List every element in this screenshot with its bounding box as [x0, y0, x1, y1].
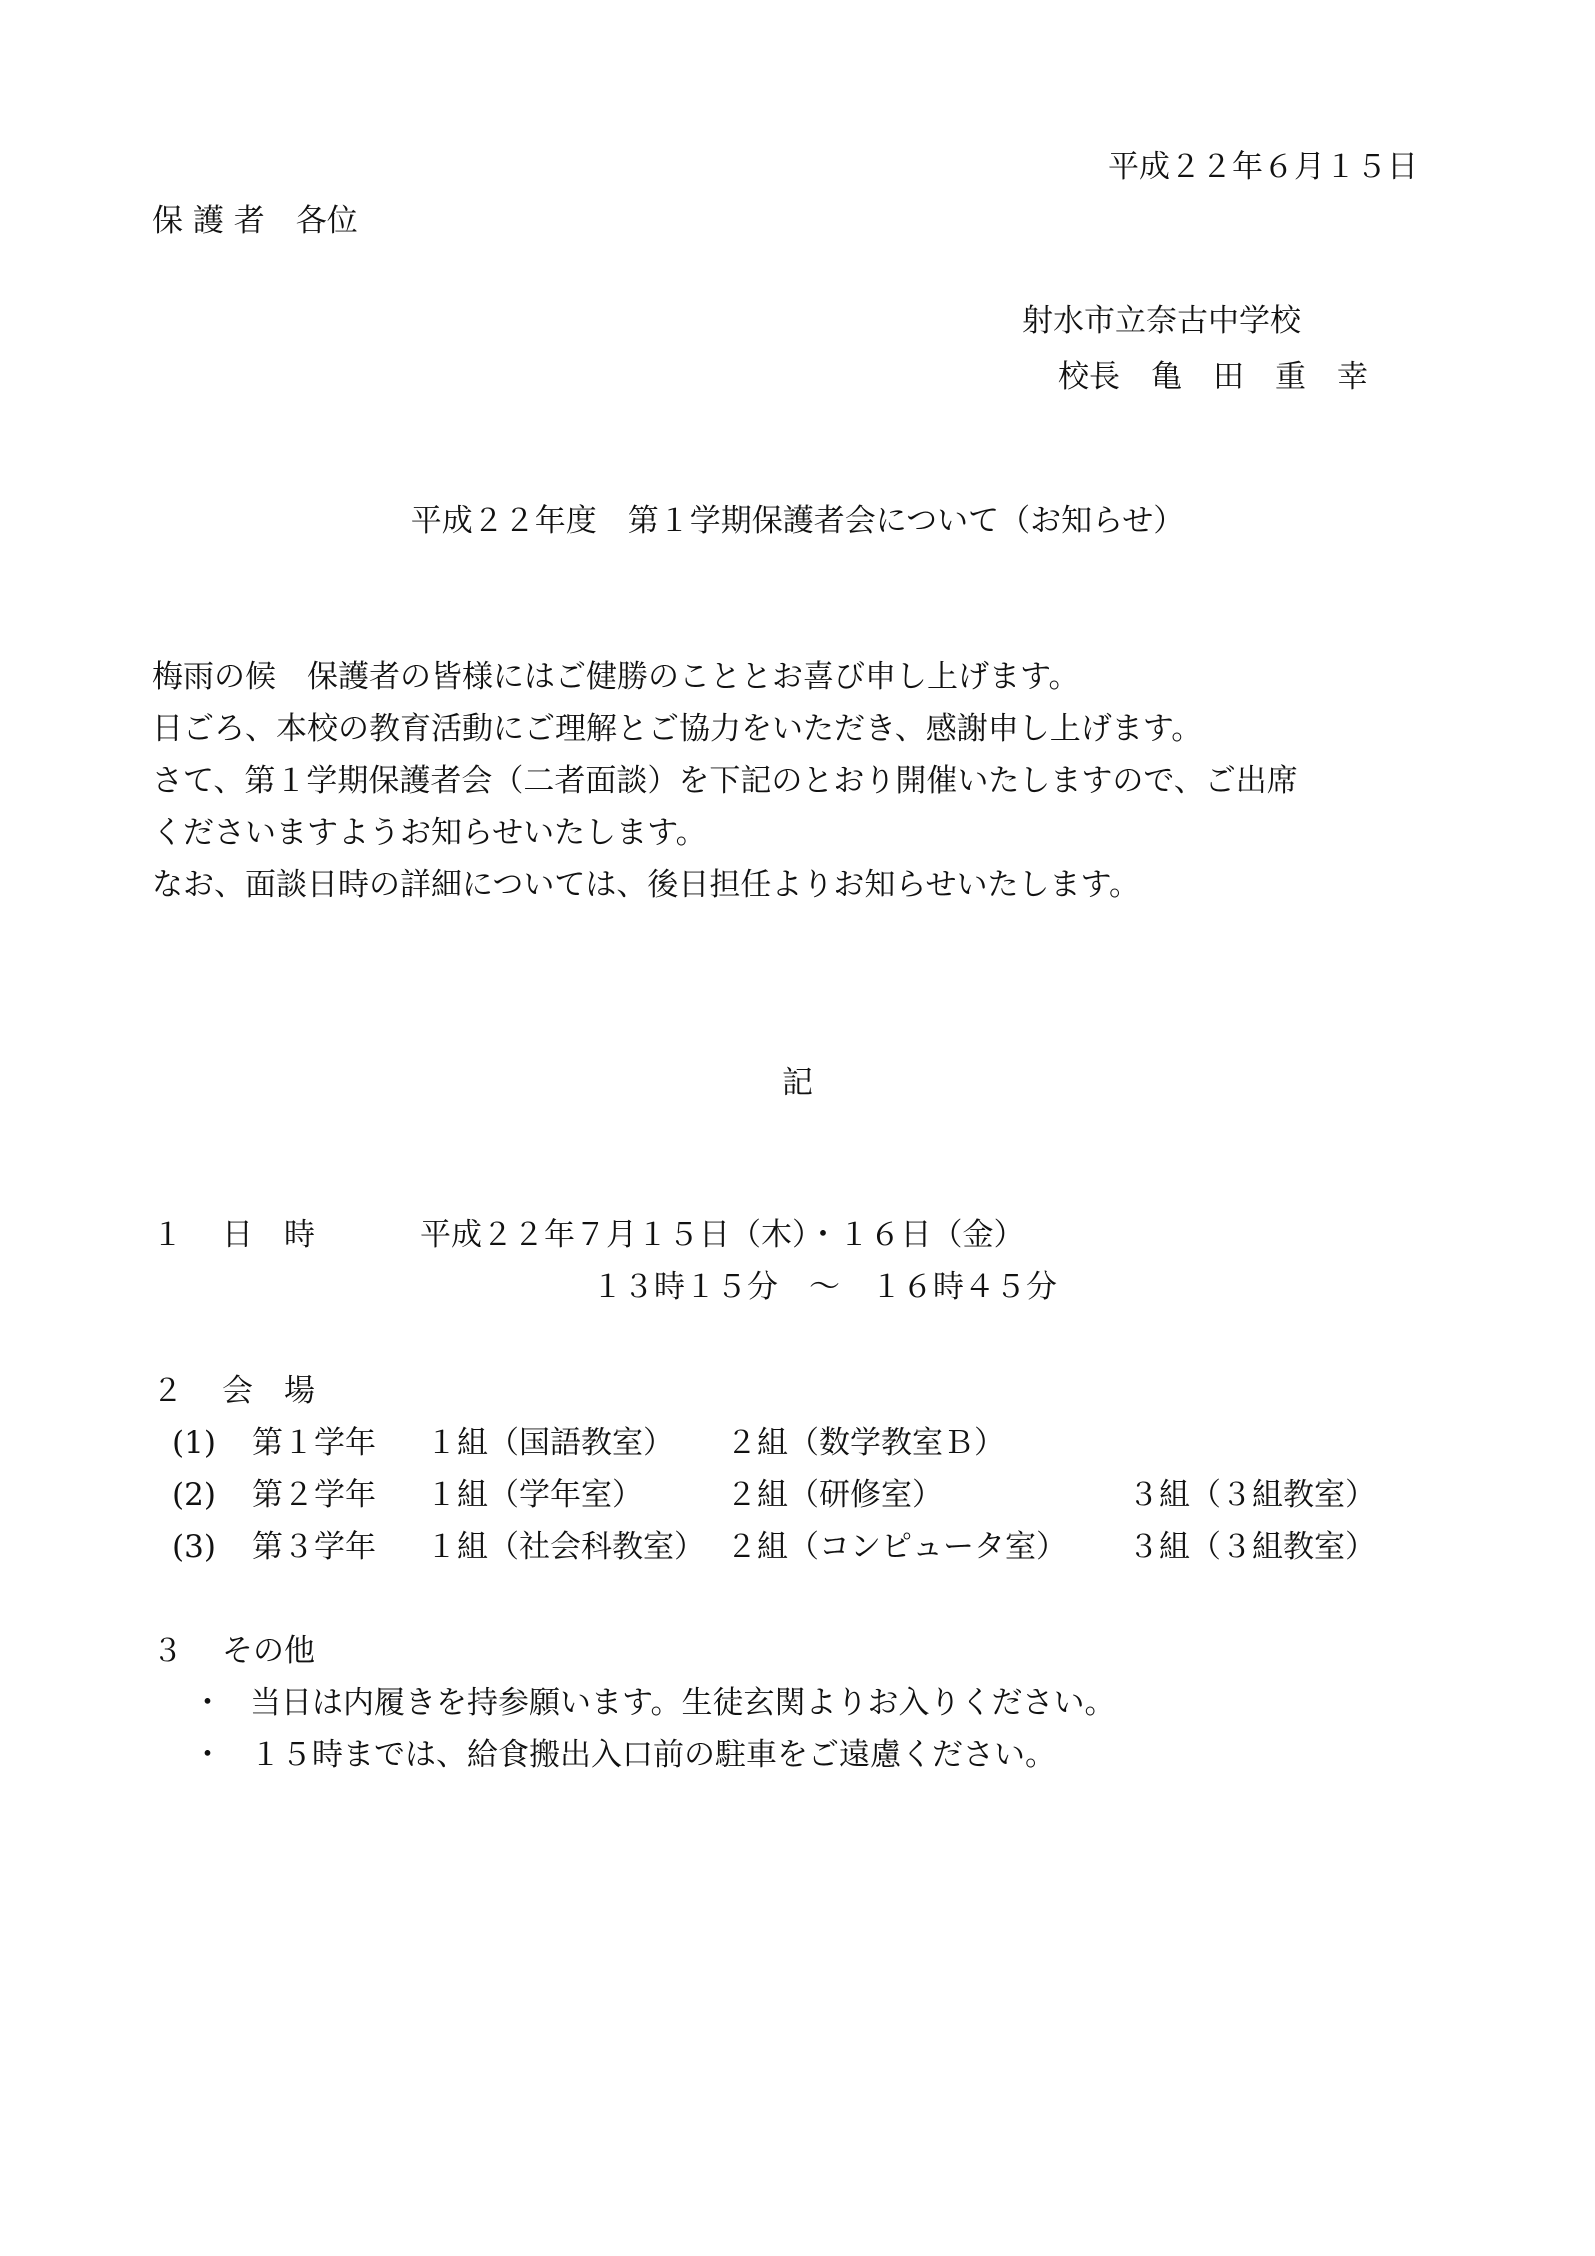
venue-row-number: (2) [172, 1477, 216, 1513]
notice-item [192, 1737, 1056, 1833]
document-title: 平成２２年度 第１学期保護者会について（お知らせ） [410, 503, 1185, 539]
section-label-datetime: 日 時 [222, 1217, 315, 1253]
section-label-other: その他 [222, 1633, 315, 1669]
body-paragraph-greeting: 梅雨の候 保護者の皆様にはご健勝のこととお喜び申し上げます。 [152, 659, 1080, 695]
section-number: １ [152, 1217, 183, 1253]
venue-row-grade: 第１学年 [252, 1425, 376, 1461]
venue-class-1: １組（国語教室） [426, 1425, 674, 1461]
venue-class-2: ２組（数学教室Ｂ） [726, 1425, 1005, 1461]
body-paragraph-announcement-cont: くださいますようお知らせいたします。 [152, 815, 707, 851]
body-paragraph-announcement: さて、第１学期保護者会（二者面談）を下記のとおり開催いたしますので、ご出席 [152, 763, 1298, 799]
meeting-dates: 平成２２年７月１５日（木）・１６日（金） [420, 1217, 1025, 1253]
meeting-time: １３時１５分 ～ １６時４５分 [592, 1269, 1057, 1305]
recipient: 保 護 者 各位 [152, 203, 358, 239]
bullet-dot: ・ [192, 1737, 223, 1773]
venue-class-1: １組（社会科教室） [426, 1529, 705, 1565]
venue-class-1: １組（学年室） [426, 1477, 643, 1513]
principal-name: 校長 亀 田 重 幸 [1058, 359, 1368, 395]
ki-heading: 記 [782, 1065, 813, 1101]
body-paragraph-details: なお、面談日時の詳細については、後日担任よりお知らせいたします。 [152, 867, 1140, 903]
venue-row-number: (1) [172, 1425, 216, 1461]
venue-class-3: ３組（３組教室） [1128, 1529, 1376, 1565]
section-label-venue: 会 場 [222, 1373, 315, 1409]
venue-row-grade: 第２学年 [252, 1477, 376, 1513]
document-date: 平成２２年６月１５日 [1108, 149, 1418, 185]
body-paragraph-thanks: 日ごろ、本校の教育活動にご理解とご協力をいただき、感謝申し上げます。 [152, 711, 1203, 747]
venue-class-2: ２組（研修室） [726, 1477, 943, 1513]
school-name: 射水市立奈古中学校 [1022, 303, 1301, 339]
bullet-dot: ・ [192, 1685, 223, 1721]
section-number: ２ [152, 1373, 183, 1409]
notice-text: 当日は内履きを持参願います。生徒玄関よりお入りください。 [250, 1685, 1116, 1721]
section-number: ３ [152, 1633, 183, 1669]
venue-class-2: ２組（コンピュータ室） [726, 1529, 1067, 1565]
venue-row-grade: 第３学年 [252, 1529, 376, 1565]
venue-row-number: (3) [172, 1529, 216, 1565]
venue-class-3: ３組（３組教室） [1128, 1477, 1376, 1513]
notice-text: １５時までは、給食搬出入口前の駐車をご遠慮ください。 [250, 1737, 1056, 1773]
